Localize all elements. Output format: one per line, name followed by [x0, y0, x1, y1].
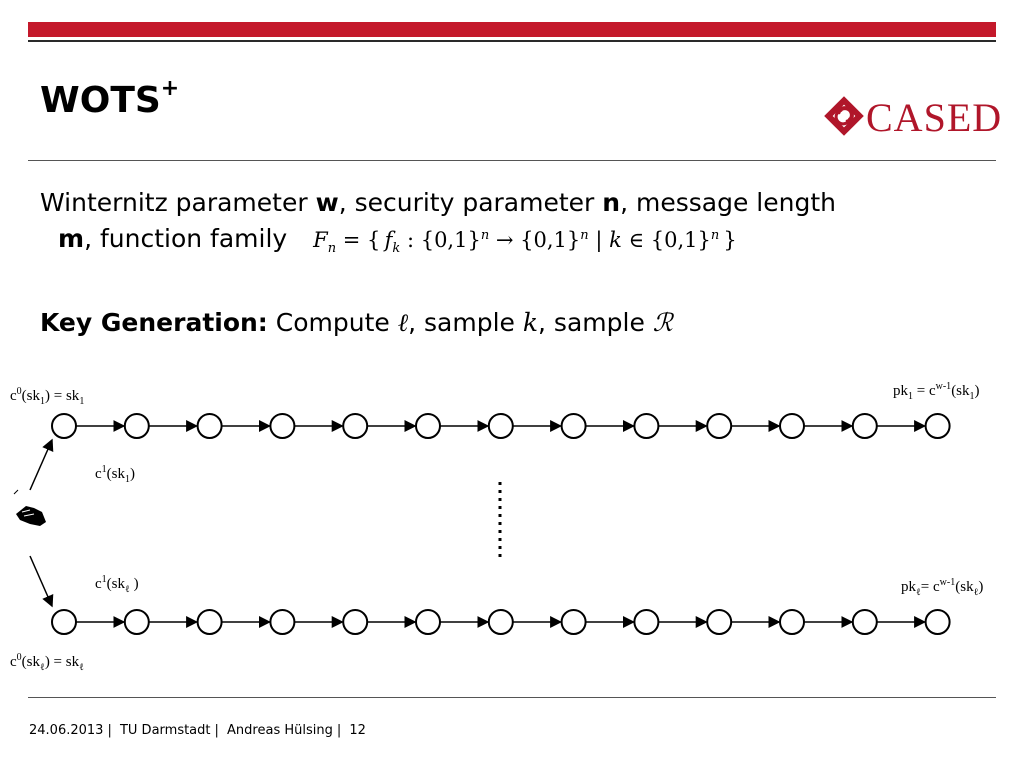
hand-sample-icon — [14, 490, 46, 526]
label-bottom-left: $c^0(sk_\ell) = sk_\ell$ — [10, 652, 84, 673]
footer-divider — [28, 697, 996, 698]
label-c1-bottom: $c^1(sk_\ell$ ) — [95, 574, 139, 595]
top-chain-node — [489, 414, 513, 438]
label-top-right: $pk_1 = c^{w-1}(sk_1)$ — [893, 381, 980, 402]
arrow-to-top-chain — [30, 440, 52, 490]
label-top-left: $c^0(sk_1) = sk_1$ — [10, 386, 85, 407]
bottom-chain-node — [343, 610, 367, 634]
footer-org: TU Darmstadt — [119, 723, 211, 738]
logo-wordmark: CASED — [866, 95, 1003, 140]
top-chain-node — [343, 414, 367, 438]
top-chain-node — [780, 414, 804, 438]
arrow-to-bottom-chain — [30, 556, 52, 606]
label-bottom-right: $pk_\ell= c^{w-1}(sk_\ell)$ — [901, 577, 984, 598]
bottom-chain-node — [416, 610, 440, 634]
slide-title: WOTS+ — [40, 76, 180, 121]
top-chain-node — [416, 414, 440, 438]
bottom-chain-node — [198, 610, 222, 634]
function-family-formula: $F_n$ = { $f_k$ : $\{0,1\}^n \to \{0,1\}^n$ | k ∈ $\{0,1\}^n$ } — [313, 228, 737, 257]
top-chain-node — [926, 414, 950, 438]
footer-date: 24.06.2013 — [29, 723, 104, 738]
bottom-chain-node — [125, 610, 149, 634]
top-chain-node — [853, 414, 877, 438]
bottom-chain-node — [853, 610, 877, 634]
label-c1-top: $c^1(sk_1)$ — [95, 464, 136, 485]
top-chain-node — [707, 414, 731, 438]
top-chain-node — [562, 414, 586, 438]
footer-page-number: 12 — [349, 723, 366, 738]
bottom-chain-node — [270, 610, 294, 634]
footer-author: Andreas Hülsing — [227, 723, 333, 738]
bottom-chain-node — [926, 610, 950, 634]
bottom-chain-node — [52, 610, 76, 634]
top-chain — [52, 414, 950, 438]
bottom-chain-node — [707, 610, 731, 634]
top-chain-node — [125, 414, 149, 438]
bottom-chain-node — [562, 610, 586, 634]
bottom-chain-node — [489, 610, 513, 634]
bottom-chain-node — [634, 610, 658, 634]
top-chain-node — [198, 414, 222, 438]
top-chain-node — [52, 414, 76, 438]
top-chain-node — [634, 414, 658, 438]
key-generation-line: Key Generation: Compute ℓ, sample k, sample ℛ — [40, 308, 673, 337]
bottom-chain-node — [780, 610, 804, 634]
parameters-paragraph: Winternitz parameter w, security parameter n, message length m, function family $F_n$ = { $f_k$ : $\{0,1\}^n \to \{0,1\}^n$ | k ∈ $\{0,1\}^n$ } — [40, 188, 836, 257]
footer: 24.06.2013 | TU Darmstadt | Andreas Hülsing | 12 — [29, 723, 366, 738]
top-chain-node — [270, 414, 294, 438]
bottom-chain — [52, 610, 950, 634]
